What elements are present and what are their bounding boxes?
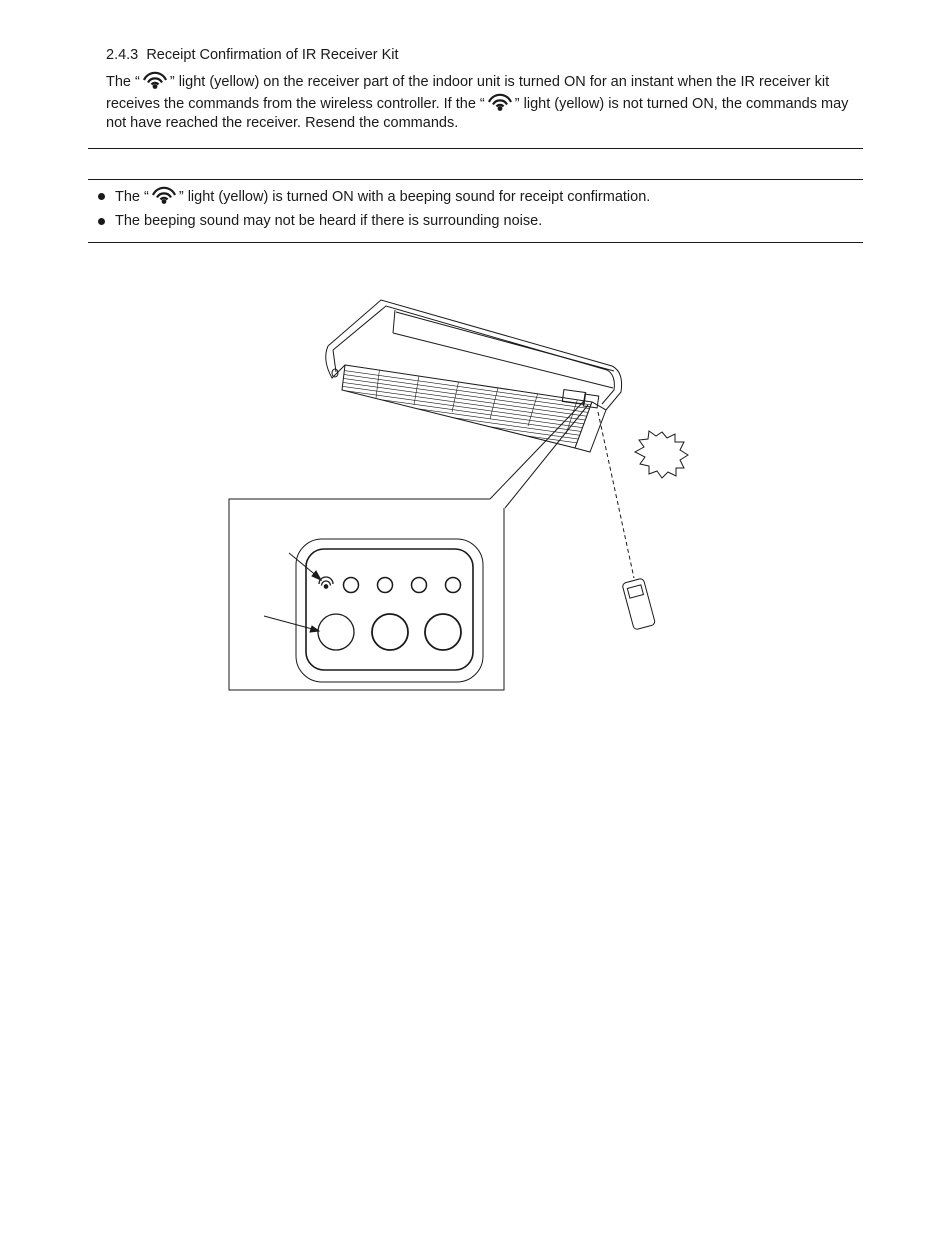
note-2-text: The beeping sound may not be heard if there is surrounding noise. xyxy=(115,213,543,229)
para-text-3: ” light (yellow) is not turned ON, the commands may not have reached the receiver. Resend the commands. xyxy=(106,95,849,132)
receiver-button xyxy=(425,614,461,650)
wireless-remote-icon xyxy=(622,578,656,630)
indicator-lamp xyxy=(344,578,359,593)
ir-signal-line xyxy=(598,412,634,578)
para-text-1: The “ xyxy=(106,74,140,90)
indicator-lamp xyxy=(378,578,393,593)
para-text-2: ” light (yellow) on the receiver part of the indoor unit is turned ON for an instant when the IR receiver kit receives the commands from the wireless controller. If the “ xyxy=(106,74,830,112)
receiver-button xyxy=(318,614,354,650)
indicator-lamp xyxy=(446,578,461,593)
indoor-unit xyxy=(326,300,622,452)
note-1-pre: The “ xyxy=(115,189,149,205)
beep-burst-icon xyxy=(635,431,688,478)
note-1-post: ” light (yellow) is turned ON with a beeping sound for receipt confirmation. xyxy=(178,189,651,205)
callout-arrows xyxy=(264,553,321,632)
leader-lines xyxy=(490,400,588,508)
indicator-lamp xyxy=(412,578,427,593)
receiver-button xyxy=(372,614,408,650)
receiver-panel-inset xyxy=(229,499,504,690)
section-title: Receipt Confirmation of IR Receiver Kit xyxy=(146,47,399,63)
ir-receive-icon xyxy=(319,577,333,588)
section-number: 2.4.3 xyxy=(106,47,139,63)
